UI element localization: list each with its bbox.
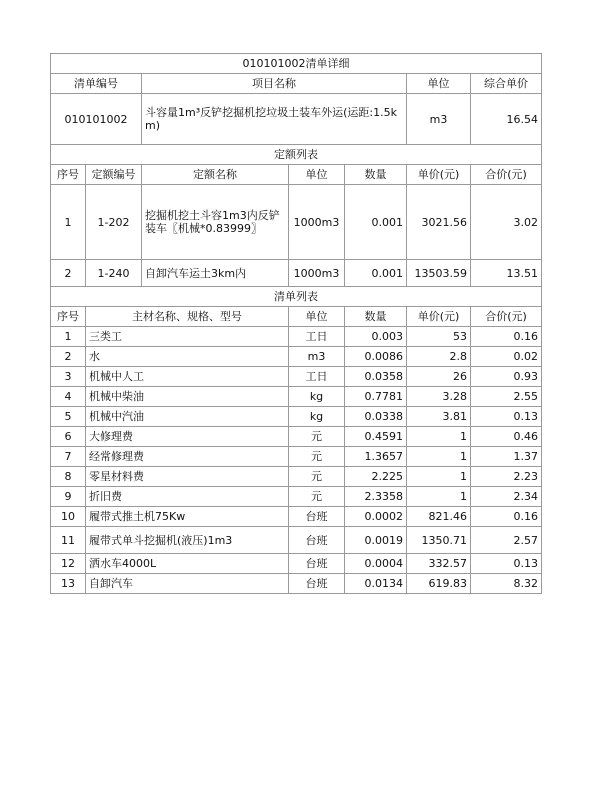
material-name: 履带式单斗挖掘机(液压)1m3 — [86, 527, 289, 554]
material-qty: 0.7781 — [345, 387, 407, 407]
bill-unit-header: 单位 — [407, 74, 471, 94]
material-seq: 9 — [51, 487, 86, 507]
material-unit: 台班 — [289, 574, 345, 594]
material-name: 机械中汽油 — [86, 407, 289, 427]
material-qty: 0.0086 — [345, 347, 407, 367]
material-total: 0.13 — [471, 554, 542, 574]
quota-name: 自卸汽车运土3km内 — [142, 260, 289, 287]
bill-code: 010101002 — [51, 94, 142, 145]
material-row — [51, 574, 542, 594]
bill-name-header: 项目名称 — [142, 74, 407, 94]
material-unit-price: 1 — [407, 467, 471, 487]
material-total: 2.34 — [471, 487, 542, 507]
material-unit-price-header: 单价(元) — [407, 307, 471, 327]
material-row — [51, 467, 542, 487]
material-row — [51, 447, 542, 467]
material-unit-price: 821.46 — [407, 507, 471, 527]
quota-row — [51, 185, 542, 260]
quota-total: 3.02 — [471, 185, 542, 260]
material-name: 经常修理费 — [86, 447, 289, 467]
material-name: 零星材料费 — [86, 467, 289, 487]
material-qty: 0.0134 — [345, 574, 407, 594]
material-name: 履带式推土机75Kw — [86, 507, 289, 527]
quota-seq-header: 序号 — [51, 165, 86, 185]
quota-seq: 1 — [51, 185, 86, 260]
material-unit-price: 26 — [407, 367, 471, 387]
material-unit: kg — [289, 407, 345, 427]
material-name: 三类工 — [86, 327, 289, 347]
material-qty: 0.0338 — [345, 407, 407, 427]
material-seq: 5 — [51, 407, 86, 427]
bill-price: 16.54 — [471, 94, 542, 145]
material-seq: 2 — [51, 347, 86, 367]
material-unit: 工日 — [289, 367, 345, 387]
quota-code-header: 定额编号 — [86, 165, 142, 185]
quota-unit-price: 3021.56 — [407, 185, 471, 260]
material-unit: kg — [289, 387, 345, 407]
material-section-title: 清单列表 — [51, 287, 542, 307]
material-unit: 元 — [289, 427, 345, 447]
quota-unit: 1000m3 — [289, 185, 345, 260]
material-unit: 工日 — [289, 327, 345, 347]
material-total: 2.55 — [471, 387, 542, 407]
material-total-header: 合价(元) — [471, 307, 542, 327]
material-qty: 0.4591 — [345, 427, 407, 447]
material-qty: 0.0358 — [345, 367, 407, 387]
material-unit: 元 — [289, 447, 345, 467]
material-name: 洒水车4000L — [86, 554, 289, 574]
material-total: 0.46 — [471, 427, 542, 447]
quota-section-row — [51, 145, 542, 165]
material-qty: 2.3358 — [345, 487, 407, 507]
material-total: 1.37 — [471, 447, 542, 467]
quota-header-row — [51, 165, 542, 185]
material-total: 8.32 — [471, 574, 542, 594]
material-unit-price: 619.83 — [407, 574, 471, 594]
material-total: 0.16 — [471, 327, 542, 347]
material-unit: 台班 — [289, 507, 345, 527]
table-title-row — [51, 54, 542, 74]
material-seq: 1 — [51, 327, 86, 347]
material-section-row — [51, 287, 542, 307]
quota-qty: 0.001 — [345, 260, 407, 287]
material-seq: 3 — [51, 367, 86, 387]
material-qty-header: 数量 — [345, 307, 407, 327]
material-total: 0.93 — [471, 367, 542, 387]
quota-qty: 0.001 — [345, 185, 407, 260]
quota-section-title: 定额列表 — [51, 145, 542, 165]
material-unit-price: 53 — [407, 327, 471, 347]
material-total: 2.23 — [471, 467, 542, 487]
material-header-row — [51, 307, 542, 327]
material-seq-header: 序号 — [51, 307, 86, 327]
quota-unit-price-header: 单价(元) — [407, 165, 471, 185]
material-qty: 2.225 — [345, 467, 407, 487]
material-unit: m3 — [289, 347, 345, 367]
material-seq: 11 — [51, 527, 86, 554]
quota-name: 挖掘机挖土斗容1m3内反铲装车〖机械*0.83999〗 — [142, 185, 289, 260]
material-seq: 12 — [51, 554, 86, 574]
material-seq: 8 — [51, 467, 86, 487]
material-name-header: 主材名称、规格、型号 — [86, 307, 289, 327]
material-row — [51, 487, 542, 507]
material-qty: 1.3657 — [345, 447, 407, 467]
quota-seq: 2 — [51, 260, 86, 287]
table-title: 010101002清单详细 — [51, 54, 542, 74]
material-unit-price: 1 — [407, 447, 471, 467]
material-row — [51, 387, 542, 407]
material-name: 机械中人工 — [86, 367, 289, 387]
material-seq: 7 — [51, 447, 86, 467]
quota-unit-header: 单位 — [289, 165, 345, 185]
material-name: 自卸汽车 — [86, 574, 289, 594]
quota-unit-price: 13503.59 — [407, 260, 471, 287]
material-seq: 4 — [51, 387, 86, 407]
material-name: 折旧费 — [86, 487, 289, 507]
quota-code: 1-202 — [86, 185, 142, 260]
material-unit-price: 2.8 — [407, 347, 471, 367]
material-seq: 10 — [51, 507, 86, 527]
bill-code-header: 清单编号 — [51, 74, 142, 94]
quota-code: 1-240 — [86, 260, 142, 287]
material-total: 0.13 — [471, 407, 542, 427]
material-seq: 13 — [51, 574, 86, 594]
material-qty: 0.0004 — [345, 554, 407, 574]
quota-qty-header: 数量 — [345, 165, 407, 185]
quota-unit: 1000m3 — [289, 260, 345, 287]
material-unit: 台班 — [289, 527, 345, 554]
material-unit-price: 3.81 — [407, 407, 471, 427]
bill-price-header: 综合单价 — [471, 74, 542, 94]
bill-unit: m3 — [407, 94, 471, 145]
material-row — [51, 527, 542, 554]
quota-name-header: 定额名称 — [142, 165, 289, 185]
material-qty: 0.0019 — [345, 527, 407, 554]
material-total: 2.57 — [471, 527, 542, 554]
material-row — [51, 347, 542, 367]
material-qty: 0.003 — [345, 327, 407, 347]
material-total: 0.16 — [471, 507, 542, 527]
material-row — [51, 507, 542, 527]
quota-row — [51, 260, 542, 287]
material-total: 0.02 — [471, 347, 542, 367]
material-qty: 0.0002 — [345, 507, 407, 527]
material-unit-price: 1 — [407, 487, 471, 507]
bill-detail-table — [50, 53, 542, 594]
bill-name: 斗容量1m³反铲挖掘机挖垃圾土装车外运(运距:1.5km) — [142, 94, 407, 145]
quota-total-header: 合价(元) — [471, 165, 542, 185]
quota-total: 13.51 — [471, 260, 542, 287]
material-row — [51, 427, 542, 447]
material-unit-price: 332.57 — [407, 554, 471, 574]
material-unit: 台班 — [289, 554, 345, 574]
material-unit-price: 1 — [407, 427, 471, 447]
material-unit: 元 — [289, 467, 345, 487]
material-unit-price: 1350.71 — [407, 527, 471, 554]
material-seq: 6 — [51, 427, 86, 447]
material-name: 大修理费 — [86, 427, 289, 447]
material-row — [51, 407, 542, 427]
material-unit-header: 单位 — [289, 307, 345, 327]
material-row — [51, 327, 542, 347]
material-row — [51, 554, 542, 574]
material-row — [51, 367, 542, 387]
material-name: 水 — [86, 347, 289, 367]
material-unit: 元 — [289, 487, 345, 507]
material-name: 机械中柴油 — [86, 387, 289, 407]
bill-item-row — [51, 94, 542, 145]
bill-header-row — [51, 74, 542, 94]
material-unit-price: 3.28 — [407, 387, 471, 407]
